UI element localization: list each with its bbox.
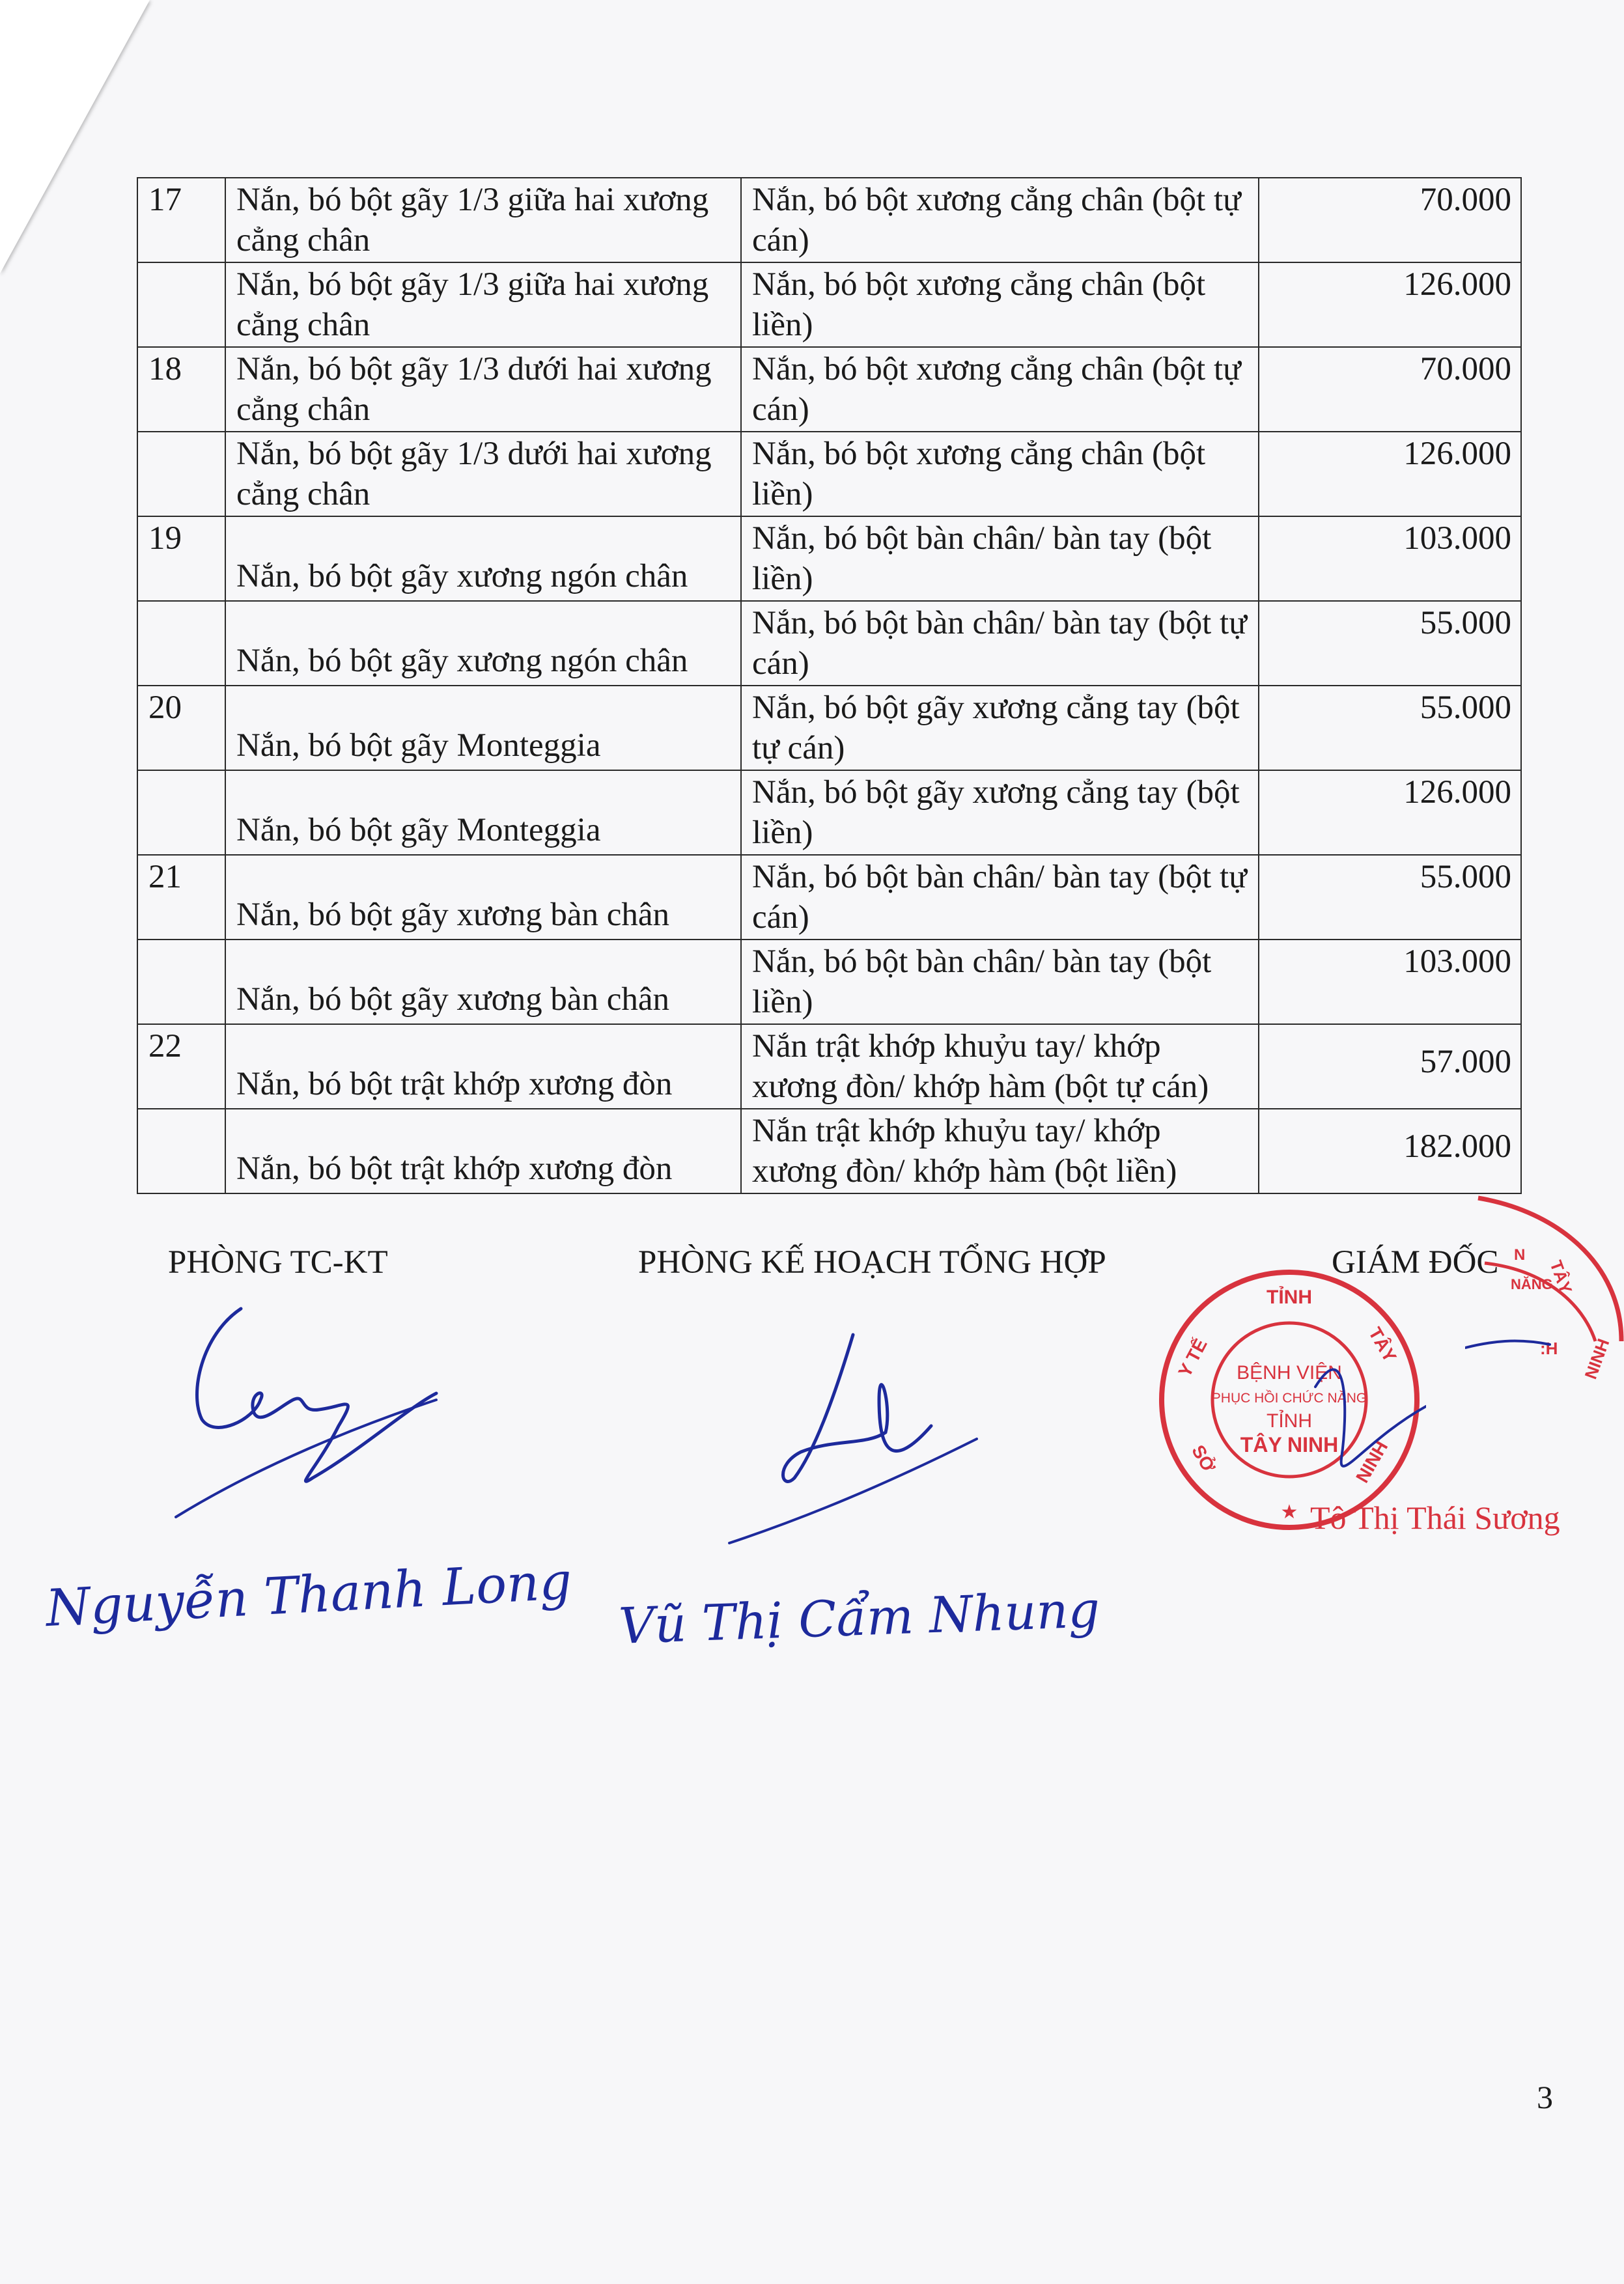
table-row [137, 432, 1521, 516]
row-price: 103.000 [1259, 516, 1521, 601]
row-price: 182.000 [1259, 1109, 1521, 1193]
table-row [137, 770, 1521, 855]
row-stt [137, 601, 225, 686]
table-row [137, 940, 1521, 1024]
row-price: 57.000 [1259, 1024, 1521, 1109]
table-row [137, 686, 1521, 770]
table-row [137, 178, 1521, 262]
row-stt: 19 [137, 516, 225, 601]
director-signer-name: Tô Thị Thái Sương [1310, 1499, 1560, 1536]
row-service-name: Nắn, bó bột gãy 1/3 dưới hai xương cẳng chân [225, 347, 741, 432]
row-service-name: Nắn, bó bột gãy xương bàn chân [225, 940, 741, 1024]
row-service-name: Nắn, bó bột gãy Monteggia [225, 686, 741, 770]
stamp-line-2: PHỤC HỒI CHỨC NĂNG [1211, 1391, 1367, 1406]
planning-dept-title: PHÒNG KẾ HOẠCH TỔNG HỢP [638, 1244, 1106, 1281]
accounting-signer-name: Nguyễn Thanh Long [44, 1552, 574, 1639]
row-price: 126.000 [1259, 432, 1521, 516]
stamp-top-text: TỈNH [1267, 1287, 1312, 1308]
row-stt: 22 [137, 1024, 225, 1109]
accounting-signature [163, 1296, 449, 1530]
row-stt [137, 262, 225, 347]
table-row [137, 601, 1521, 686]
row-technique: Nắn, bó bột bàn chân/ bàn tay (bột tự cán) [741, 601, 1259, 686]
row-price: 55.000 [1259, 855, 1521, 940]
stamp-extra-top-text: TÂY [1546, 1257, 1576, 1296]
row-price: 55.000 [1259, 601, 1521, 686]
stamp-extra-nang: NĂNG [1511, 1276, 1553, 1292]
row-service-name: Nắn, bó bột trật khớp xương đòn [225, 1024, 741, 1109]
stamp-bottom-right-text: NINH [1352, 1437, 1392, 1486]
stamp-extra-ninh: NINH [1580, 1336, 1614, 1382]
hospital-stamp-extra [1465, 1185, 1624, 1445]
row-price: 103.000 [1259, 940, 1521, 1024]
row-service-name: Nắn, bó bột gãy 1/3 giữa hai xương cẳng chân [225, 262, 741, 347]
stamp-line-3: TỈNH [1267, 1410, 1312, 1432]
row-stt: 21 [137, 855, 225, 940]
row-stt [137, 1109, 225, 1193]
stamp-right-text: TÂY [1364, 1324, 1401, 1366]
table-row [137, 347, 1521, 432]
row-service-name: Nắn, bó bột gãy Monteggia [225, 770, 741, 855]
stamp-left-text: Y TẾ [1174, 1335, 1211, 1381]
row-technique: Nắn, bó bột bàn chân/ bàn tay (bột liền) [741, 940, 1259, 1024]
stamp-star-icon: ★ [1280, 1501, 1298, 1523]
row-price: 70.000 [1259, 347, 1521, 432]
table-row [137, 262, 1521, 347]
row-price: 126.000 [1259, 770, 1521, 855]
row-stt [137, 940, 225, 1024]
row-technique: Nắn, bó bột bàn chân/ bàn tay (bột liền) [741, 516, 1259, 601]
row-service-name: Nắn, bó bột trật khớp xương đòn [225, 1109, 741, 1193]
row-technique: Nắn, bó bột xương cẳng chân (bột tự cán) [741, 178, 1259, 262]
row-technique: Nắn trật khớp khuỷu tay/ khớp xương đòn/ khớp hàm (bột liền) [741, 1109, 1259, 1193]
row-stt [137, 770, 225, 855]
price-table [137, 177, 1522, 1194]
row-service-name: Nắn, bó bột gãy xương bàn chân [225, 855, 741, 940]
page-number: 3 [1537, 2079, 1553, 2115]
row-price: 55.000 [1259, 686, 1521, 770]
row-service-name: Nắn, bó bột gãy xương ngón chân [225, 601, 741, 686]
table-row [137, 1024, 1521, 1109]
row-service-name: Nắn, bó bột gãy 1/3 dưới hai xương cẳng chân [225, 432, 741, 516]
stamp-bottom-left-text: SỞ [1188, 1441, 1220, 1476]
row-price: 70.000 [1259, 178, 1521, 262]
row-technique: Nắn, bó bột xương cẳng chân (bột liền) [741, 432, 1259, 516]
row-technique: Nắn, bó bột gãy xương cẳng tay (bột liền) [741, 770, 1259, 855]
row-service-name: Nắn, bó bột gãy xương ngón chân [225, 516, 741, 601]
hospital-stamp [1153, 1263, 1426, 1537]
stamp-line-1: BỆNH VIỆN [1237, 1362, 1342, 1384]
stamp-extra-n: N [1514, 1246, 1526, 1264]
row-stt: 17 [137, 178, 225, 262]
accounting-dept-title: PHÒNG TC-KT [168, 1244, 388, 1281]
planning-signature [716, 1322, 990, 1556]
row-technique: Nắn, bó bột xương cẳng chân (bột liền) [741, 262, 1259, 347]
stamp-line-4: TÂY NINH [1240, 1433, 1339, 1456]
row-stt: 20 [137, 686, 225, 770]
table-row [137, 1109, 1521, 1193]
folded-page-corner [0, 0, 150, 273]
table-row [137, 855, 1521, 940]
row-service-name: Nắn, bó bột gãy 1/3 giữa hai xương cẳng chân [225, 178, 741, 262]
director-title: GIÁM ĐỐC [1332, 1244, 1499, 1281]
row-technique: Nắn, bó bột xương cẳng chân (bột tự cán) [741, 347, 1259, 432]
row-price: 126.000 [1259, 262, 1521, 347]
table-row [137, 516, 1521, 601]
row-technique: Nắn, bó bột bàn chân/ bàn tay (bột tự cán) [741, 855, 1259, 940]
row-stt [137, 432, 225, 516]
row-stt: 18 [137, 347, 225, 432]
row-technique: Nắn trật khớp khuỷu tay/ khớp xương đòn/ khớp hàm (bột tự cán) [741, 1024, 1259, 1109]
row-technique: Nắn, bó bột gãy xương cẳng tay (bột tự cán) [741, 686, 1259, 770]
stamp-extra-h: :H [1540, 1339, 1558, 1358]
planning-signer-name: Vũ Thị Cẩm Nhung [617, 1580, 1101, 1655]
